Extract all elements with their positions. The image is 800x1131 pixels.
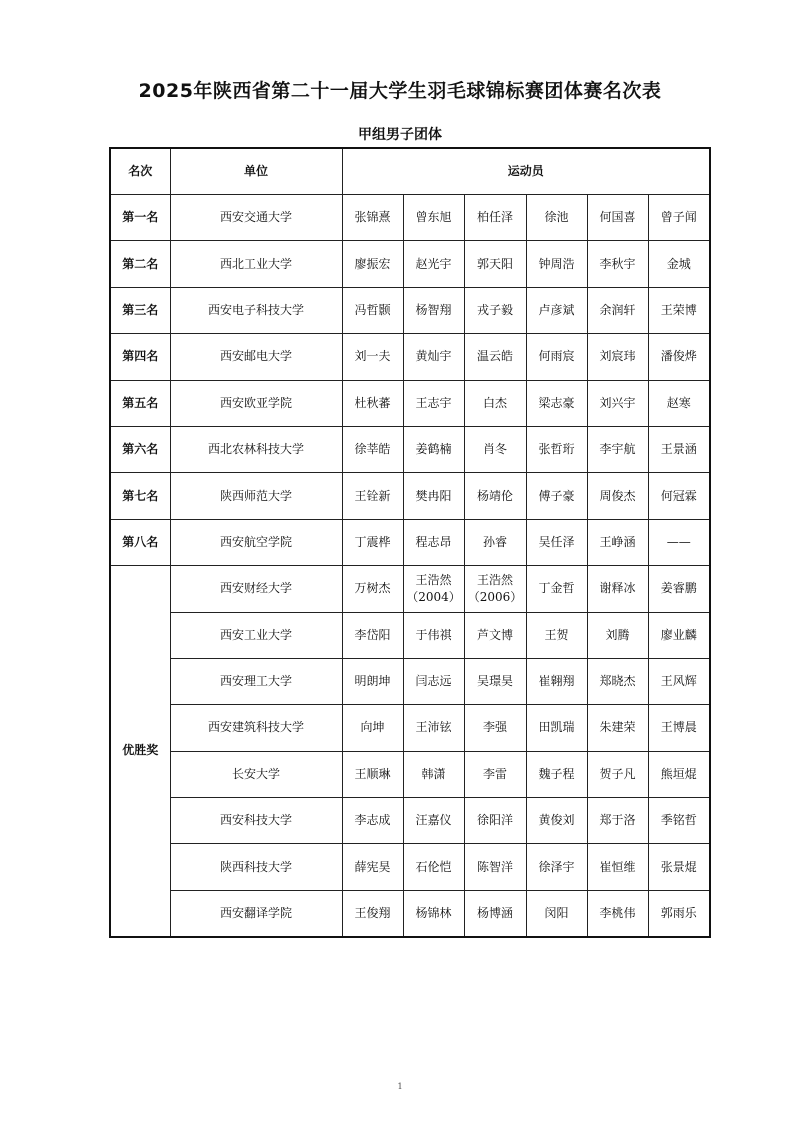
rank-cell: 第八名 (110, 519, 170, 565)
athlete-cell: —— (648, 519, 710, 565)
rank-cell: 第七名 (110, 473, 170, 519)
athlete-cell: 韩潇 (403, 751, 464, 797)
unit-cell: 西安交通大学 (170, 195, 342, 241)
athlete-cell: 朱建荣 (587, 705, 648, 751)
table-row (110, 658, 710, 704)
athlete-cell: 梁志豪 (526, 380, 587, 426)
unit-cell: 西安电子科技大学 (170, 287, 342, 333)
athlete-cell: 魏子程 (526, 751, 587, 797)
excellence-award-cell: 优胜奖 (110, 566, 170, 937)
athlete-cell: 熊垣焜 (648, 751, 710, 797)
athlete-cell: 王荣博 (648, 287, 710, 333)
athlete-cell: 闵阳 (526, 890, 587, 936)
table-row (110, 334, 710, 380)
athlete-cell: 郭天阳 (464, 241, 526, 287)
athlete-cell: 肖冬 (464, 426, 526, 472)
athlete-cell: 徐莘皓 (342, 426, 403, 472)
athlete-cell: 薛宪昊 (342, 844, 403, 890)
unit-cell: 西安工业大学 (170, 612, 342, 658)
athlete-cell: 王浩然（2004） (403, 566, 464, 612)
athlete-cell: 曾子闻 (648, 195, 710, 241)
athlete-cell: 程志昂 (403, 519, 464, 565)
athlete-cell: 王顺琳 (342, 751, 403, 797)
athlete-cell: 张景焜 (648, 844, 710, 890)
athlete-cell: 何雨宸 (526, 334, 587, 380)
athlete-cell: 赵寒 (648, 380, 710, 426)
athlete-cell: 王风辉 (648, 658, 710, 704)
athlete-cell: 樊冉阳 (403, 473, 464, 519)
table-row (110, 380, 710, 426)
unit-cell: 长安大学 (170, 751, 342, 797)
athlete-cell: 柏任泽 (464, 195, 526, 241)
rank-cell: 第四名 (110, 334, 170, 380)
athlete-cell: 王贺 (526, 612, 587, 658)
athlete-cell: 傅子豪 (526, 473, 587, 519)
athlete-cell: 李秋宇 (587, 241, 648, 287)
athlete-cell: 杨靖伦 (464, 473, 526, 519)
athlete-cell: 钟周浩 (526, 241, 587, 287)
rank-cell: 第二名 (110, 241, 170, 287)
unit-cell: 西安理工大学 (170, 658, 342, 704)
athlete-cell: 石伦恺 (403, 844, 464, 890)
athlete-cell: 向坤 (342, 705, 403, 751)
athlete-cell: 于伟祺 (403, 612, 464, 658)
table-row (110, 566, 710, 612)
athlete-cell: 何冠霖 (648, 473, 710, 519)
unit-cell: 西安科技大学 (170, 798, 342, 844)
rank-cell: 第三名 (110, 287, 170, 333)
unit-cell: 西安邮电大学 (170, 334, 342, 380)
unit-cell: 西安财经大学 (170, 566, 342, 612)
unit-cell: 西安建筑科技大学 (170, 705, 342, 751)
athlete-cell: 赵光宇 (403, 241, 464, 287)
athlete-cell: 周俊杰 (587, 473, 648, 519)
athlete-cell: 丁金哲 (526, 566, 587, 612)
athlete-cell: 贺子凡 (587, 751, 648, 797)
athlete-cell: 孙睿 (464, 519, 526, 565)
athlete-cell: 张哲珩 (526, 426, 587, 472)
header-unit: 单位 (170, 148, 342, 195)
athlete-cell: 万树杰 (342, 566, 403, 612)
table-row (110, 612, 710, 658)
rank-cell: 第一名 (110, 195, 170, 241)
table-row (110, 241, 710, 287)
athlete-cell: 张锦熹 (342, 195, 403, 241)
athlete-cell: 刘兴宇 (587, 380, 648, 426)
athlete-cell: 吴璟昊 (464, 658, 526, 704)
athlete-cell: 李宇航 (587, 426, 648, 472)
athlete-cell: 黄俊刘 (526, 798, 587, 844)
table-row (110, 287, 710, 333)
athlete-cell: 戎子毅 (464, 287, 526, 333)
athlete-cell: 王沛铉 (403, 705, 464, 751)
athlete-cell: 姜睿鹏 (648, 566, 710, 612)
athlete-cell: 杨锦林 (403, 890, 464, 936)
athlete-cell: 田凯瑞 (526, 705, 587, 751)
athlete-cell: 李雷 (464, 751, 526, 797)
athlete-cell: 杜秋蕃 (342, 380, 403, 426)
header-row (110, 148, 710, 195)
unit-cell: 西北农林科技大学 (170, 426, 342, 472)
athlete-cell: 李岱阳 (342, 612, 403, 658)
athlete-cell: 潘俊烨 (648, 334, 710, 380)
athlete-cell: 崔翱翔 (526, 658, 587, 704)
athlete-cell: 李志成 (342, 798, 403, 844)
athlete-cell: 郑于洛 (587, 798, 648, 844)
unit-cell: 西安欧亚学院 (170, 380, 342, 426)
table-row (110, 844, 710, 890)
athlete-cell: 王博晨 (648, 705, 710, 751)
athlete-cell: 郭雨乐 (648, 890, 710, 936)
athlete-cell: 王俊翔 (342, 890, 403, 936)
athlete-cell: 廖业麟 (648, 612, 710, 658)
table-row (110, 473, 710, 519)
athlete-cell: 白杰 (464, 380, 526, 426)
rank-cell: 第五名 (110, 380, 170, 426)
athlete-cell: 芦文博 (464, 612, 526, 658)
athlete-cell: 徐阳洋 (464, 798, 526, 844)
header-athletes: 运动员 (342, 148, 710, 195)
rank-cell: 第六名 (110, 426, 170, 472)
athlete-cell: 郑晓杰 (587, 658, 648, 704)
athlete-cell: 王峥涵 (587, 519, 648, 565)
athlete-cell: 谢释冰 (587, 566, 648, 612)
athlete-cell: 汪嘉仪 (403, 798, 464, 844)
athlete-cell: 丁震桦 (342, 519, 403, 565)
athlete-cell: 季铭哲 (648, 798, 710, 844)
athlete-cell: 金城 (648, 241, 710, 287)
athlete-cell: 冯哲颢 (342, 287, 403, 333)
athlete-cell: 王浩然（2006） (464, 566, 526, 612)
athlete-cell: 陈智洋 (464, 844, 526, 890)
athlete-cell: 吴任泽 (526, 519, 587, 565)
document-title: 2025年陕西省第二十一届大学生羽毛球锦标赛团体赛名次表 (138, 80, 662, 102)
unit-cell: 西安航空学院 (170, 519, 342, 565)
athlete-cell: 王景涵 (648, 426, 710, 472)
unit-cell: 陕西师范大学 (170, 473, 342, 519)
athlete-cell: 王铨新 (342, 473, 403, 519)
results-table (109, 147, 711, 938)
unit-cell: 西北工业大学 (170, 241, 342, 287)
athlete-cell: 明朗坤 (342, 658, 403, 704)
table-row (110, 798, 710, 844)
athlete-cell: 徐池 (526, 195, 587, 241)
athlete-cell: 李强 (464, 705, 526, 751)
athlete-cell: 刘一夫 (342, 334, 403, 380)
athlete-cell: 杨博涵 (464, 890, 526, 936)
athlete-cell: 姜鹤楠 (403, 426, 464, 472)
athlete-cell: 何国喜 (587, 195, 648, 241)
athlete-cell: 崔恒维 (587, 844, 648, 890)
athlete-cell: 刘宸玮 (587, 334, 648, 380)
table-row (110, 195, 710, 241)
table-subtitle: 甲组男子团体 (358, 127, 442, 143)
athlete-cell: 卢彦斌 (526, 287, 587, 333)
table-row (110, 751, 710, 797)
unit-cell: 陕西科技大学 (170, 844, 342, 890)
table-body (110, 195, 710, 937)
athlete-cell: 廖振宏 (342, 241, 403, 287)
page-number: 1 (397, 1082, 403, 1091)
athlete-cell: 温云皓 (464, 334, 526, 380)
athlete-cell: 曾东旭 (403, 195, 464, 241)
athlete-cell: 闫志远 (403, 658, 464, 704)
header-rank: 名次 (110, 148, 170, 195)
athlete-cell: 杨智翔 (403, 287, 464, 333)
unit-cell: 西安翻译学院 (170, 890, 342, 936)
athlete-cell: 李桃伟 (587, 890, 648, 936)
athlete-cell: 余润轩 (587, 287, 648, 333)
table-row (110, 426, 710, 472)
athlete-cell: 徐泽宇 (526, 844, 587, 890)
table-row (110, 705, 710, 751)
athlete-cell: 王志宇 (403, 380, 464, 426)
table-row (110, 519, 710, 565)
athlete-cell: 黄灿宇 (403, 334, 464, 380)
table-row (110, 890, 710, 936)
athlete-cell: 刘腾 (587, 612, 648, 658)
